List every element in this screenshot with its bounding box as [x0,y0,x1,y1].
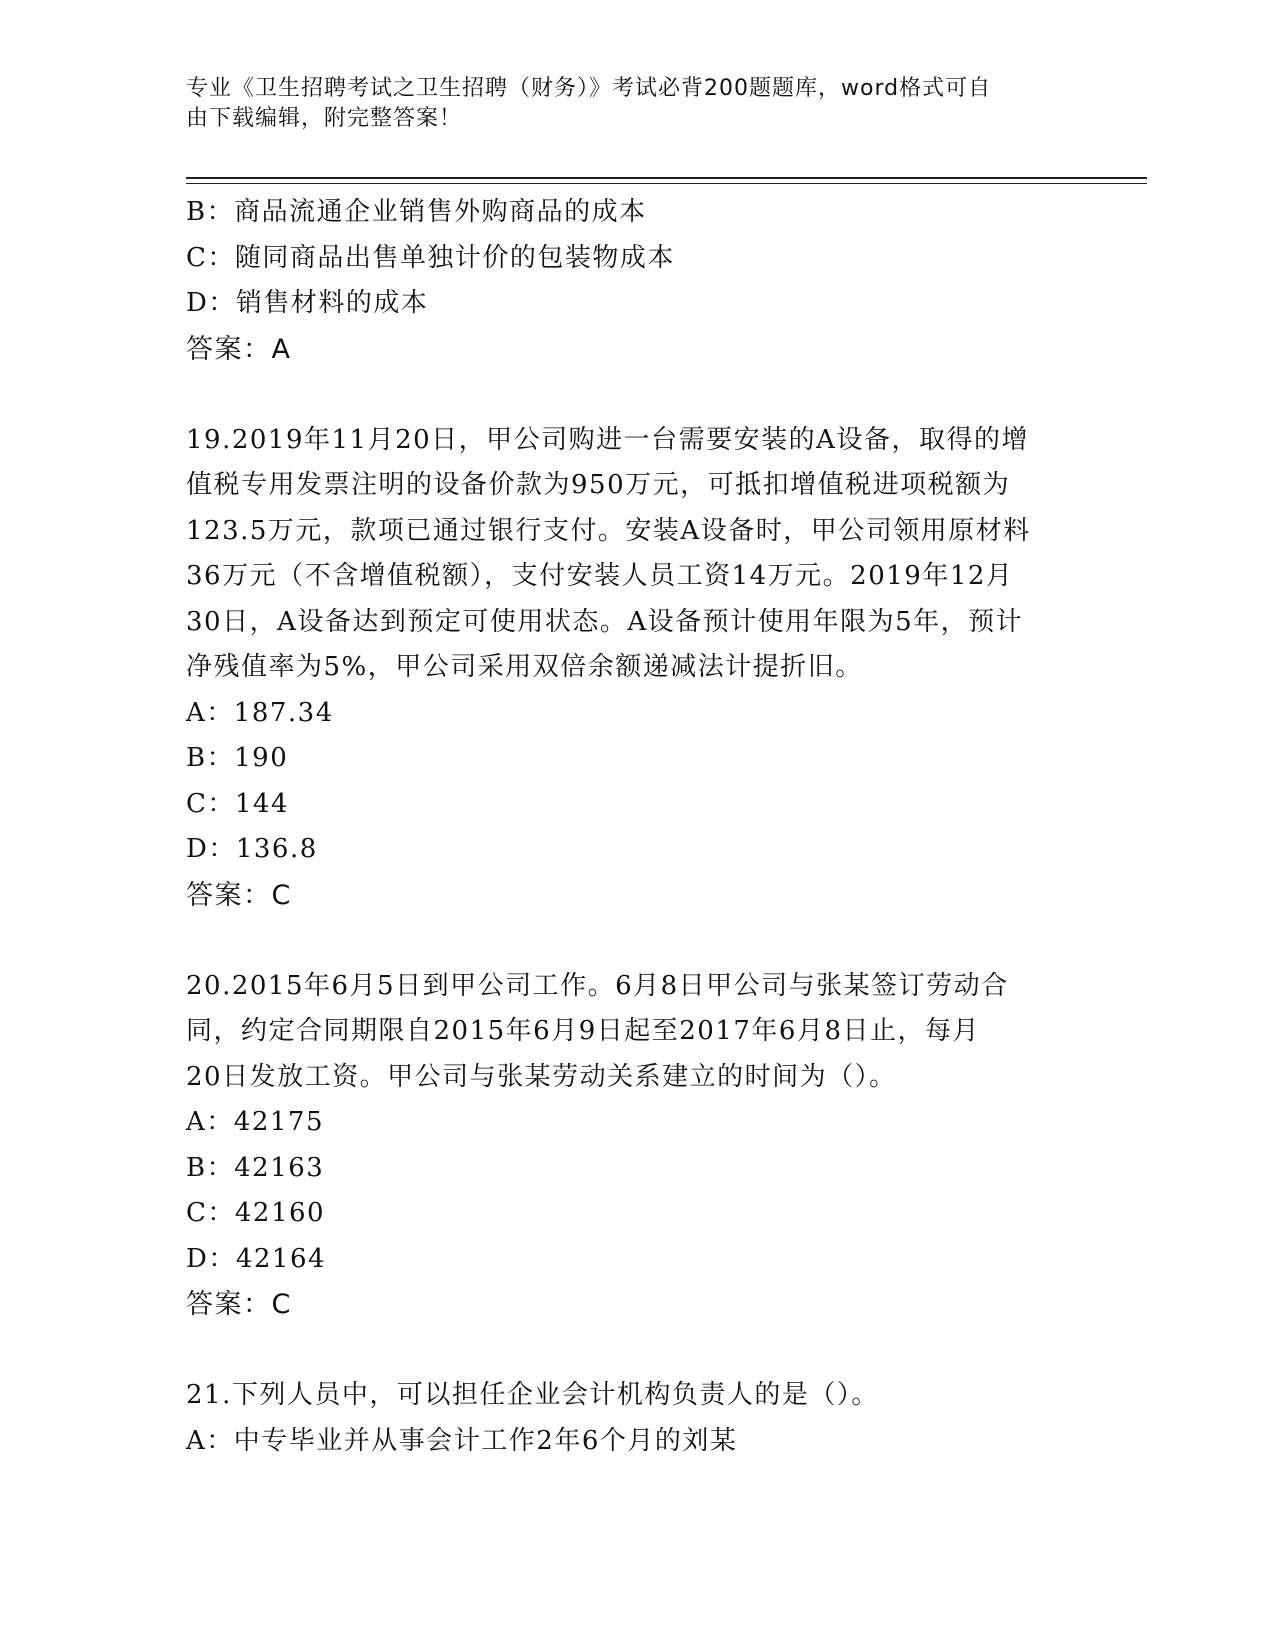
q19-stem-line: 19.2019年11月20日，甲公司购进一台需要安装的A设备，取得的增 [186,424,1029,455]
q19-stem-line: 123.5万元，款项已通过银行支付。安装A设备时，甲公司领用原材料 [186,515,1031,546]
header-line-2: 由下载编辑，附完整答案！ [186,106,463,131]
q19-stem-line: 净残值率为5%，甲公司采用双倍余额递减法计提折旧。 [186,652,863,682]
q18-option-b: B：商品流通企业销售外购商品的成本 [186,197,647,227]
q19-option-d: D：136.8 [186,834,318,864]
q20-answer: 答案：C [186,1289,292,1320]
q19-stem-line: 36万元（不含增值税额），支付安装人员工资14万元。2019年12月 [186,561,1014,591]
q18-answer: 答案：A [186,333,292,365]
spacer [186,918,1106,964]
q21-option-a: A：中专毕业并从事会计工作2年6个月的刘某 [186,1425,738,1456]
q19-stem-line: 值税专用发票注明的设备价款为950万元，可抵扣增值税进项税额为 [186,470,1011,500]
header-divider-thin [186,183,1147,184]
q19-option-b: B：190 [186,743,289,773]
q20-stem-line: 同，约定合同期限自2015年6月9日起至2017年6月8日止，每月 [186,1016,981,1046]
document-header [186,74,1066,134]
q20-option-b: B：42163 [186,1152,325,1183]
spacer [186,1328,1106,1374]
q19-stem-line: 30日，A设备达到预定可使用状态。A设备预计使用年限为5年，预计 [186,606,1024,637]
q19-answer: 答案：C [186,879,292,911]
q20-option-c: C：42160 [186,1198,326,1228]
q19-option-a: A：187.34 [186,697,334,728]
spacer [186,372,1106,418]
q19-option-c: C：144 [186,788,290,819]
q18-option-c: C：随同商品出售单独计价的包装物成本 [186,242,675,273]
header-line-1: 专业《卫生招聘考试之卫生招聘（财务）》考试必背200题题库，word格式可自 [186,76,992,101]
q21-stem-line: 21.下列人员中，可以担任企业会计机构负责人的是（）。 [186,1380,879,1410]
q18-option-d: D：销售材料的成本 [186,288,429,318]
question-content [186,190,1106,1464]
q20-stem-line: 20日发放工资。甲公司与张某劳动关系建立的时间为（）。 [186,1061,897,1092]
q20-option-a: A：42175 [186,1107,324,1137]
q20-option-d: D：42164 [186,1243,327,1274]
header-divider-thick [186,177,1147,179]
q20-stem-line: 20.2015年6月5日到甲公司工作。6月8日甲公司与张某签订劳动合 [186,970,1009,1001]
